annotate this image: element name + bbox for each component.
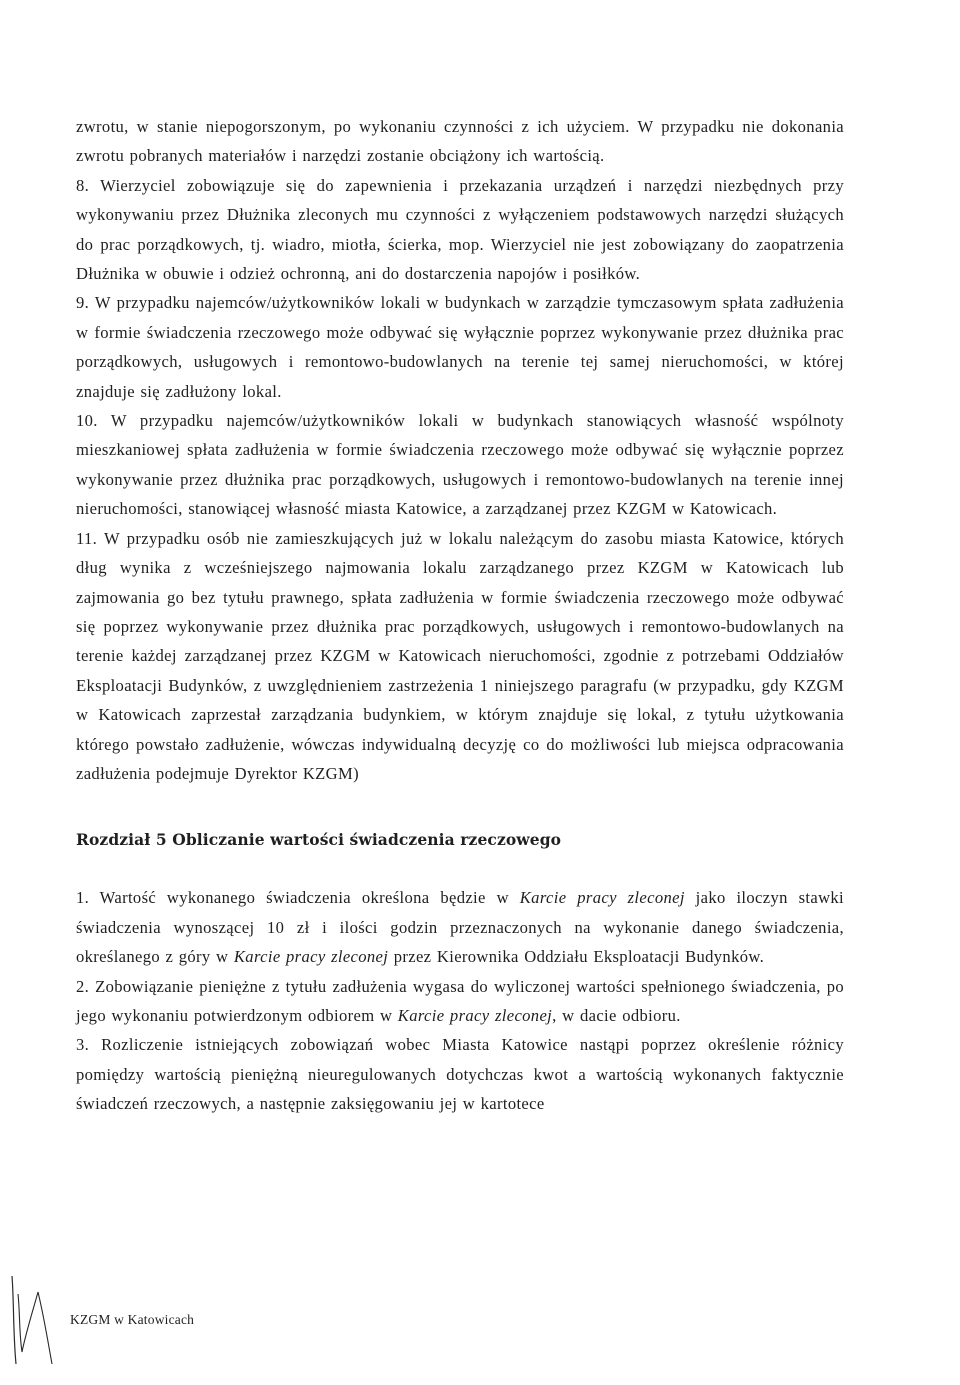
footer-text: KZGM w Katowicach [70,1312,195,1327]
paragraph-continuation: zwrotu, w stanie niepogorszonym, po wykonaniu czynności z ich użyciem. W przypadku nie dokonania zwrotu pobranych materiałów i narzędzi zostanie obciążony ich wartością. [76,117,844,166]
text-run: jako iloczyn stawki świadczenia wynoszącej 10 zł i ilości godzin przeznaczonych na wykonanie danego świadczenia, określanego z góry w [76,888,845,967]
signature-mark [4,1272,64,1372]
form-name-italic: Karcie pracy zleconej [397,1005,553,1025]
paragraph-11: 11. W przypadku osób nie zamieszkujących już w lokalu należącym do zasobu miasta Katowice, których dług wynika z wcześniejszego najmowania lokalu zarządzanego przez KZGM w Katowicach lub zajmowania go bez tytułu prawnego, spłata zadłużenia w formie świadczenia rzeczowego może odbywać się poprzez wykonywanie przez dłużnika prac porządkowych, usługowych i remontowo-budowlanych na terenie każdej zarządzanej przez KZGM w Katowicach nieruchomości, zgodnie z potrzebami Oddziałów Eksploatacji Budynków, z uwzględnieniem zastrzeżenia 1 niniejszego paragrafu (w przypadku, gdy KZGM w Katowicach zaprzestał zarządzania budynkiem, w którym znajduje się lokal, z tytułu użytkowania którego powstało zadłużenie, wówczas indywidualną decyzję co do możliwości lub miejsca odpracowania zadłużenia podejmuje Dyrektor KZGM) [76,528,844,783]
paragraph-9: 9. W przypadku najemców/użytkowników lokali w budynkach w zarządzie tymczasowym spłata zadłużenia w formie świadczenia rzeczowego może odbywać się wyłącznie poprzez wykonywanie przez dłużnika prac porządkowych, usługowych i remontowo-budowlanych na terenie tej samej nieruchomości, w której znajduje się zadłużony lokal. [76,293,844,401]
chapter-heading: Rozdział 5 Obliczanie wartości świadczenia rzeczowego [76,830,562,850]
paragraph-10: 10. W przypadku najemców/użytkowników lokali w budynkach stanowiących własność wspólnoty mieszkaniowej spłata zadłużenia w formie świadczenia rzeczowego może odbywać się wyłącznie poprzez wykonywanie przez dłużnika prac porządkowych, usługowych i remontowo-budowlanych na terenie innej nieruchomości, stanowiącej własność miasta Katowice, a zarządzanej przez KZGM w Katowicach. [76,411,844,519]
document-page [76,112,844,1119]
text-run: , w dacie odbioru. [552,1005,681,1025]
text-run: 1. Wartość wykonanego świadczenia określona będzie w [76,888,520,908]
section-paragraph-3: 3. Rozliczenie istniejących zobowiązań wobec Miasta Katowice nastąpi poprzez określenie różnicy pomiędzy wartością pieniężną nieuregulowanych dotychczas kwot a wartością wykonanych faktycznie świadczeń rzeczowych, a następnie zaksięgowaniu jej w kartotece [76,1035,844,1114]
text-run: przez Kierownika Oddziału Eksploatacji Budynków. [388,947,765,967]
section-paragraph-2 [76,972,844,1031]
text-run: 2. Zobowiązanie pieniężne z tytułu zadłużenia wygasa do wyliczonej wartości spełnionego świadczenia, po jego wykonaniu potwierdzonym odbiorem w [76,976,844,1025]
form-name-italic: Karcie pracy zleconej [519,888,685,908]
form-name-italic: Karcie pracy zleconej [233,947,389,967]
section-paragraph-1 [76,883,844,971]
paragraph-8: 8. Wierzyciel zobowiązuje się do zapewnienia i przekazania urządzeń i narzędzi niezbędnych przy wykonywaniu przez Dłużnika zleconych mu czynności z wyłączeniem podstawowych narzędzi służących do prac porządkowych, tj. wiadro, miotła, ścierka, mop. Wierzyciel nie jest zobowiązany do zaopatrzenia Dłużnika w obuwie i odzież ochronną, ani do dostarczenia napojów i posiłków. [76,175,844,284]
